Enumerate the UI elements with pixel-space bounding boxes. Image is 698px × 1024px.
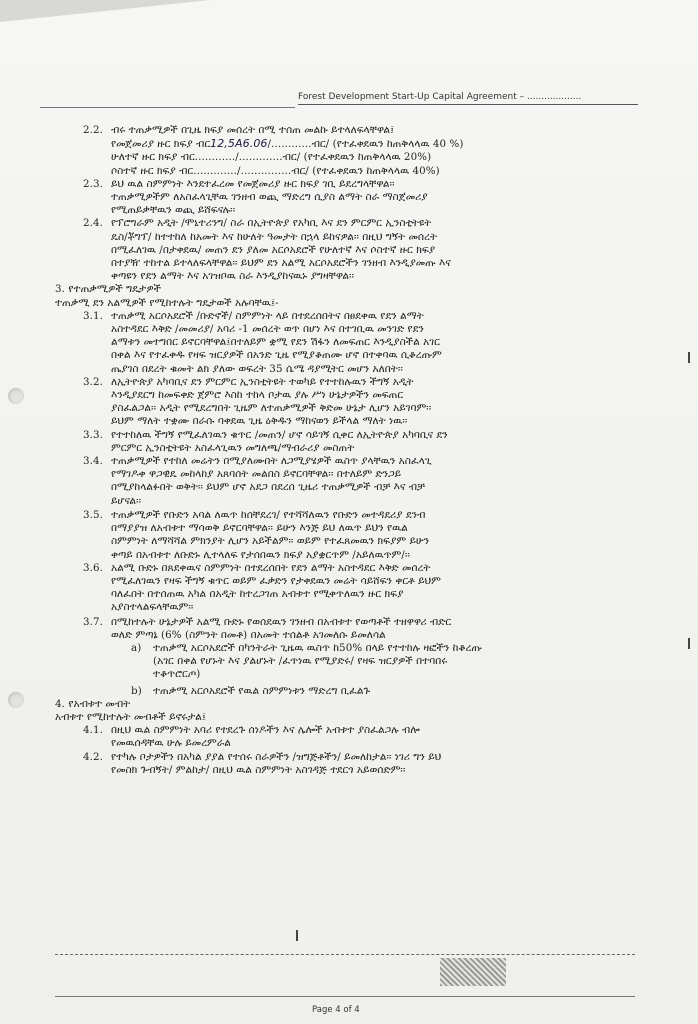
clause-line: ተጠቃሚ አርሶአደሮች በካንትራት ጊዜዉ ዉስጥ ከ50% በላይ የተተከሉ ዛፎችን ከቆረጡ: [153, 641, 482, 654]
clause-line: ጤያገስ በደረት ቁመት ልክ ያለው ወፍረት 35 ሴሜ ዳያሚትር መሆን አለበት፡፡: [111, 362, 403, 375]
page-number: Page 4 of 4: [312, 1005, 360, 1015]
clause-4-1: [55, 724, 645, 750]
clause-number: 3.1.: [83, 309, 104, 322]
sub-item-b: [55, 685, 645, 698]
clause-line: በሚከተሉት ሁኔታዎች አልሚ ቡድኑ የወሰደዉን ገንዘብ በአብቱተ የወጣቶች ተዘዋዋሪ ብድር: [111, 615, 452, 628]
clause-2-3: [55, 178, 645, 218]
punch-hole-icon: [8, 692, 24, 708]
clause-line: ምርምር ኢንስቲትዩት አስፈላጊዉን መግለጫ/ማብራሪያ መስጠት: [111, 441, 355, 454]
header-rule: [40, 107, 295, 108]
clause-number: 4.2.: [83, 750, 104, 763]
stamp-seal-icon: [440, 958, 506, 986]
clause-number: 4.1.: [83, 724, 104, 737]
clause-line: ቀጣይ በአብቱተ ለቡድኑ ሊተላለፍ የታሰበዉን ክፍያ አያቋርጥም /አይለዉጥም/፡፡: [111, 548, 410, 561]
clause-line: ተጠቃሚዎችም ለአስፈላጊቸዉ ገንዘብ ወጪ ማድረግ ሲያስ ልማት ስራ ማስጀመሪያ: [111, 191, 428, 204]
clause-line: ተጠቃሚዎች የቡድን አባል ለዉጥ ከሰቸደረገ/ የተሻሻለዉን የቡድን መተዳደሪያ ደንብ: [111, 508, 426, 521]
clause-line: አስተዳደር እቅድ /መመሪያ/ አባሪ -1 መሰረት ወጥ በሆነ እና በተገቢዉ መንገድ የደን: [111, 323, 424, 336]
clause-line: ተቆጥሮርጦ): [153, 668, 201, 681]
clause-line: ዴስ/ቾግፕ/ ከተተከለ ከአመት እና ከሁለት ዓመታት በኋላ ይከናዎል፡፡ በዚህ ግኝት መሰረት: [111, 230, 437, 243]
clause-line: ቀጣዩን የደን ልማት እና አገዝቦዉ ስራ እንዲያከናዉኑ ያግዛቸዋል፡፡: [111, 270, 355, 283]
clause-number: 3.4.: [83, 455, 104, 468]
sub-item-label: b): [131, 684, 142, 697]
clause-3-5: [55, 509, 645, 562]
clause-line: በዚህ ዉል ስምምነት አባሪ የተደረጉ ሰነዶችን እና ሌሎች አብቱተ ያስፈልጋሉ ብሎ: [111, 724, 420, 737]
bottom-rule: [55, 954, 635, 955]
clause-line: በሚያከላልፉበት ወቅት፡፡ ይህም ሆኖ አደጋ በደረሰ ጊዜሪ ተጠቃሚዎች ብቻ እና ብቻ: [111, 481, 425, 494]
clause-line: የተተከለዉ ችግኝ የሚፈለገዉን ቁጥር /መጠን/ ሆኖ ሳይገኝ ሲቀር ለኢትዮጵያ አካባቢና ደን: [111, 428, 448, 441]
clause-3-6: [55, 562, 645, 615]
clause-line: ሁለተኛ ዙር ክፍያ ብር............/.............ብር/ (የተፈቀደዉን ከጠቅላላዉ 20%): [111, 151, 432, 164]
clause-line: ለኢትዮጵያ አካባቢና ደን ምርምር ኢንስቲትዩት ተወካይ የተተከሉዉን ችግኝ አዲት: [111, 375, 414, 388]
clause-2-4: [55, 217, 645, 283]
margin-mark: [688, 352, 690, 363]
clause-line: የመዉሰዳቸዉ ሁሉ ይመረምራል: [111, 737, 231, 750]
punch-hole-icon: [8, 388, 24, 404]
section-4-intro: አብቱተ የሚከተሉት መብቶች ይኖሩታል፤: [55, 710, 207, 723]
clause-line: የሚፈለገዉን የዛፍ ችግኝ ቁጥር ወይም ፈቃድን የታቀደዉን መሬት ሳይሸፍን ቀርቶ ይህም: [111, 574, 441, 587]
handwritten-amount: 12,5A6.06: [210, 137, 268, 151]
clause-line: ተጠቃሚ አርሶአደሮች የዉል ስምምነቱን ማድረግ ቢፈልጉ: [153, 684, 371, 697]
line-text: የመጀመሪያ ዙር ክፍያ ብር: [111, 138, 211, 151]
clause-3-3: [55, 429, 645, 455]
section-3-intro: ተጠቃሚ ደን አልሚዎች የሚከተሉት ግዴታወች አሉባቸዉ፤-: [55, 296, 279, 309]
clause-line: ይሆናል፡፡: [111, 494, 142, 507]
clause-line: የመስክ ጉብኝት/ ምልከታ/ በዚህ ዉል ስምምነት አስገዳጅ ተደርጎ አይወሰድም፡፡: [111, 763, 406, 776]
clause-3-4: [55, 455, 645, 508]
clause-line: በቀል እና የተፈቀዱ የዛፍ ዝርያዎች በአንድ ጊዜ የሚያቆጠሙ ሆኖ በተቀባዉ ሲቆረጡም: [111, 349, 442, 362]
clause-number: 2.4.: [83, 217, 104, 230]
clause-number: 3.2.: [83, 375, 104, 388]
page-header: Forest Development Start-Up Capital Agreement – ...................: [298, 92, 638, 105]
clause-number: 2.2.: [83, 124, 104, 136]
clause-3-2: [55, 376, 645, 429]
clause-line: ብሩ ተጠቃሚዎች በጊዜ ክፍያ መሰረት በሚ ተሰጠ መልኩ ይተላለፍላቸዋል፤: [111, 124, 395, 136]
clause-line: ሶስተኛ ዙር ክፍያ ብር............./...............ብር/ (የተፈቀደዉን ከጠቅላላዉ 40%): [111, 164, 440, 177]
clause-number: 3.5.: [83, 508, 104, 521]
clause-line: ተጠቃሚ አርሶአደሮች /ቡድኖች/ ስምምነት ላይ በተደረሰበትና በፀደቀዉ የደን ልማት: [111, 309, 424, 322]
clause-3-7: [55, 616, 645, 698]
clause-line: የፕሮግራም አዲት /ሞኒተሪንግ/ ስራ በኢትዮጵያ የአካቢ እና ደን ምርምር ኢንስቲትዩት: [111, 217, 432, 230]
section-4-title: 4. የአብቱተ መብት: [55, 697, 131, 710]
clause-number: 2.3.: [83, 177, 104, 190]
clause-line: ይህ ዉል ስምምነት እንደተፈረመ የመጀመሪያ ዙር ክፍያ ገቢ ይደረግላቸዋል፡፡: [111, 177, 395, 190]
clause-line: አያስተላልፍላቸዉም፡፡: [111, 601, 194, 614]
clause-number: 3.7.: [83, 615, 104, 628]
margin-mark: [688, 638, 690, 649]
clause-line: በሚፈለገዉ /በታቀደዉ/ መጠን ደን ያለመ አርሶአደሮች የሁለተኛ እና ሶስተኛ ዙር ክፍያ: [111, 243, 436, 256]
clause-line: የማገዶቀ ዋጋዊዴ መከላከያ አጸባሰት መልበስ ይኖርባቸዋል፡፡ በተለይም ድንጋይ: [111, 468, 402, 481]
clause-4-2: [55, 751, 645, 777]
clause-line: [55, 137, 645, 151]
footer-rule: [55, 996, 635, 997]
clause-line: ወለድ ምጣኔ (6% (ስምንት በመቶ) በአመት ተሰልቶ አገመለሱ ይመለሳል: [111, 628, 386, 641]
clause-line: ይህም ማለት ተቋሙ በራሱ ባቀደዉ ጊዜ ዕቅዱን ማከናወን ይችላል ማለት ነዉ፡፡: [111, 415, 408, 428]
clause-number: 3.3.: [83, 428, 104, 441]
clause-line: (አገር በቀል የሆኑት እና ያልሆኑት /ፈጥነዉ የሚያድሩ/ የዛፍ ዝርያዎች በተባበሩ: [153, 655, 448, 668]
clause-line: የተካሉ ቦታዎችን በአካል ያያል የተሰሩ ስራዎችን /ዝግጅቶችን/ ይመለከታል፡፡ ነገሪ ግን ይህ: [111, 750, 442, 763]
clause-line: ልማቱን መተግበር ይኖርባቸዋል፤በተለይም ቋሚ የደን ሽፋን ለመፍጠር እንዲያስችል አገር: [111, 336, 440, 349]
sub-item-a: [55, 642, 645, 682]
clause-line: ያስፈልጋል፡፡ አዲት የሚደረግበት ጊዜም ለተጠቃሚዎች ቅድመ ሁኔታ ሊሆን አይገባም፡፡: [111, 402, 432, 415]
margin-mark: [296, 930, 298, 941]
clause-line: በተያዥ ተከተል ይተላለፍላቸዋል፡፡ ይህም ደን አልሚ አርሶአደሮችን ገንዘብ እንዲያመጡ እና: [111, 257, 451, 270]
clause-line: እንዲያደርግ ከመፍቀድ ጀምሮ እስከ ተከላ ቦታዉ ያሉ ሥነ ሁኔታዎችን መፍጠር: [111, 389, 404, 402]
line-text: /............ብር/ (የተፈቀደዉን ከጠቅላላዉ 40 %): [267, 138, 464, 151]
clause-line: ተጠቃሚዎች የተከለ መሬትን በሚያለሙበት ለጋሚያሄዎች ዉስጥ ያላቸዉን አስፈላጊ: [111, 455, 432, 468]
clause-line: አልሚ ቡድኑ በጸደቀዉና ስምምነት በተደረሰበት የደን ልማት አስተዳደር እቅድ መሰረት: [111, 561, 431, 574]
clause-line: ስምምነት ለማሻሻል ምክንያት ሊሆን አይችልም፡፡ ወይም የተፈጸመዉን ክፍያም ይሁን: [111, 535, 430, 548]
folded-corner-shadow: [0, 0, 210, 22]
clause-2-2: [55, 124, 645, 178]
clause-3-1: [55, 310, 645, 376]
section-3-title: 3. የተጠቃሚዎች ግዴታዎች: [55, 283, 161, 296]
sub-item-label: a): [131, 641, 142, 654]
clause-number: 3.6.: [83, 561, 104, 574]
clause-line: ባለፈበት በተሰጠዉ አካል በአዲት ከተረጋገጠ አብቱተ የሚቀጥለዉን ዙር ክፍያ: [111, 588, 404, 601]
document-body: [55, 124, 645, 777]
clause-line: የሚጠይቃቸዉን ወጪ ይሸፍናሉ፡፡: [111, 204, 236, 217]
clause-line: በማያያዝ ለአብቱተ ማሳወቅ ይኖርባቸዋል፡፡ ይሁን እንጅ ይህ ለዉጥ ይህን የዉል: [111, 522, 408, 535]
